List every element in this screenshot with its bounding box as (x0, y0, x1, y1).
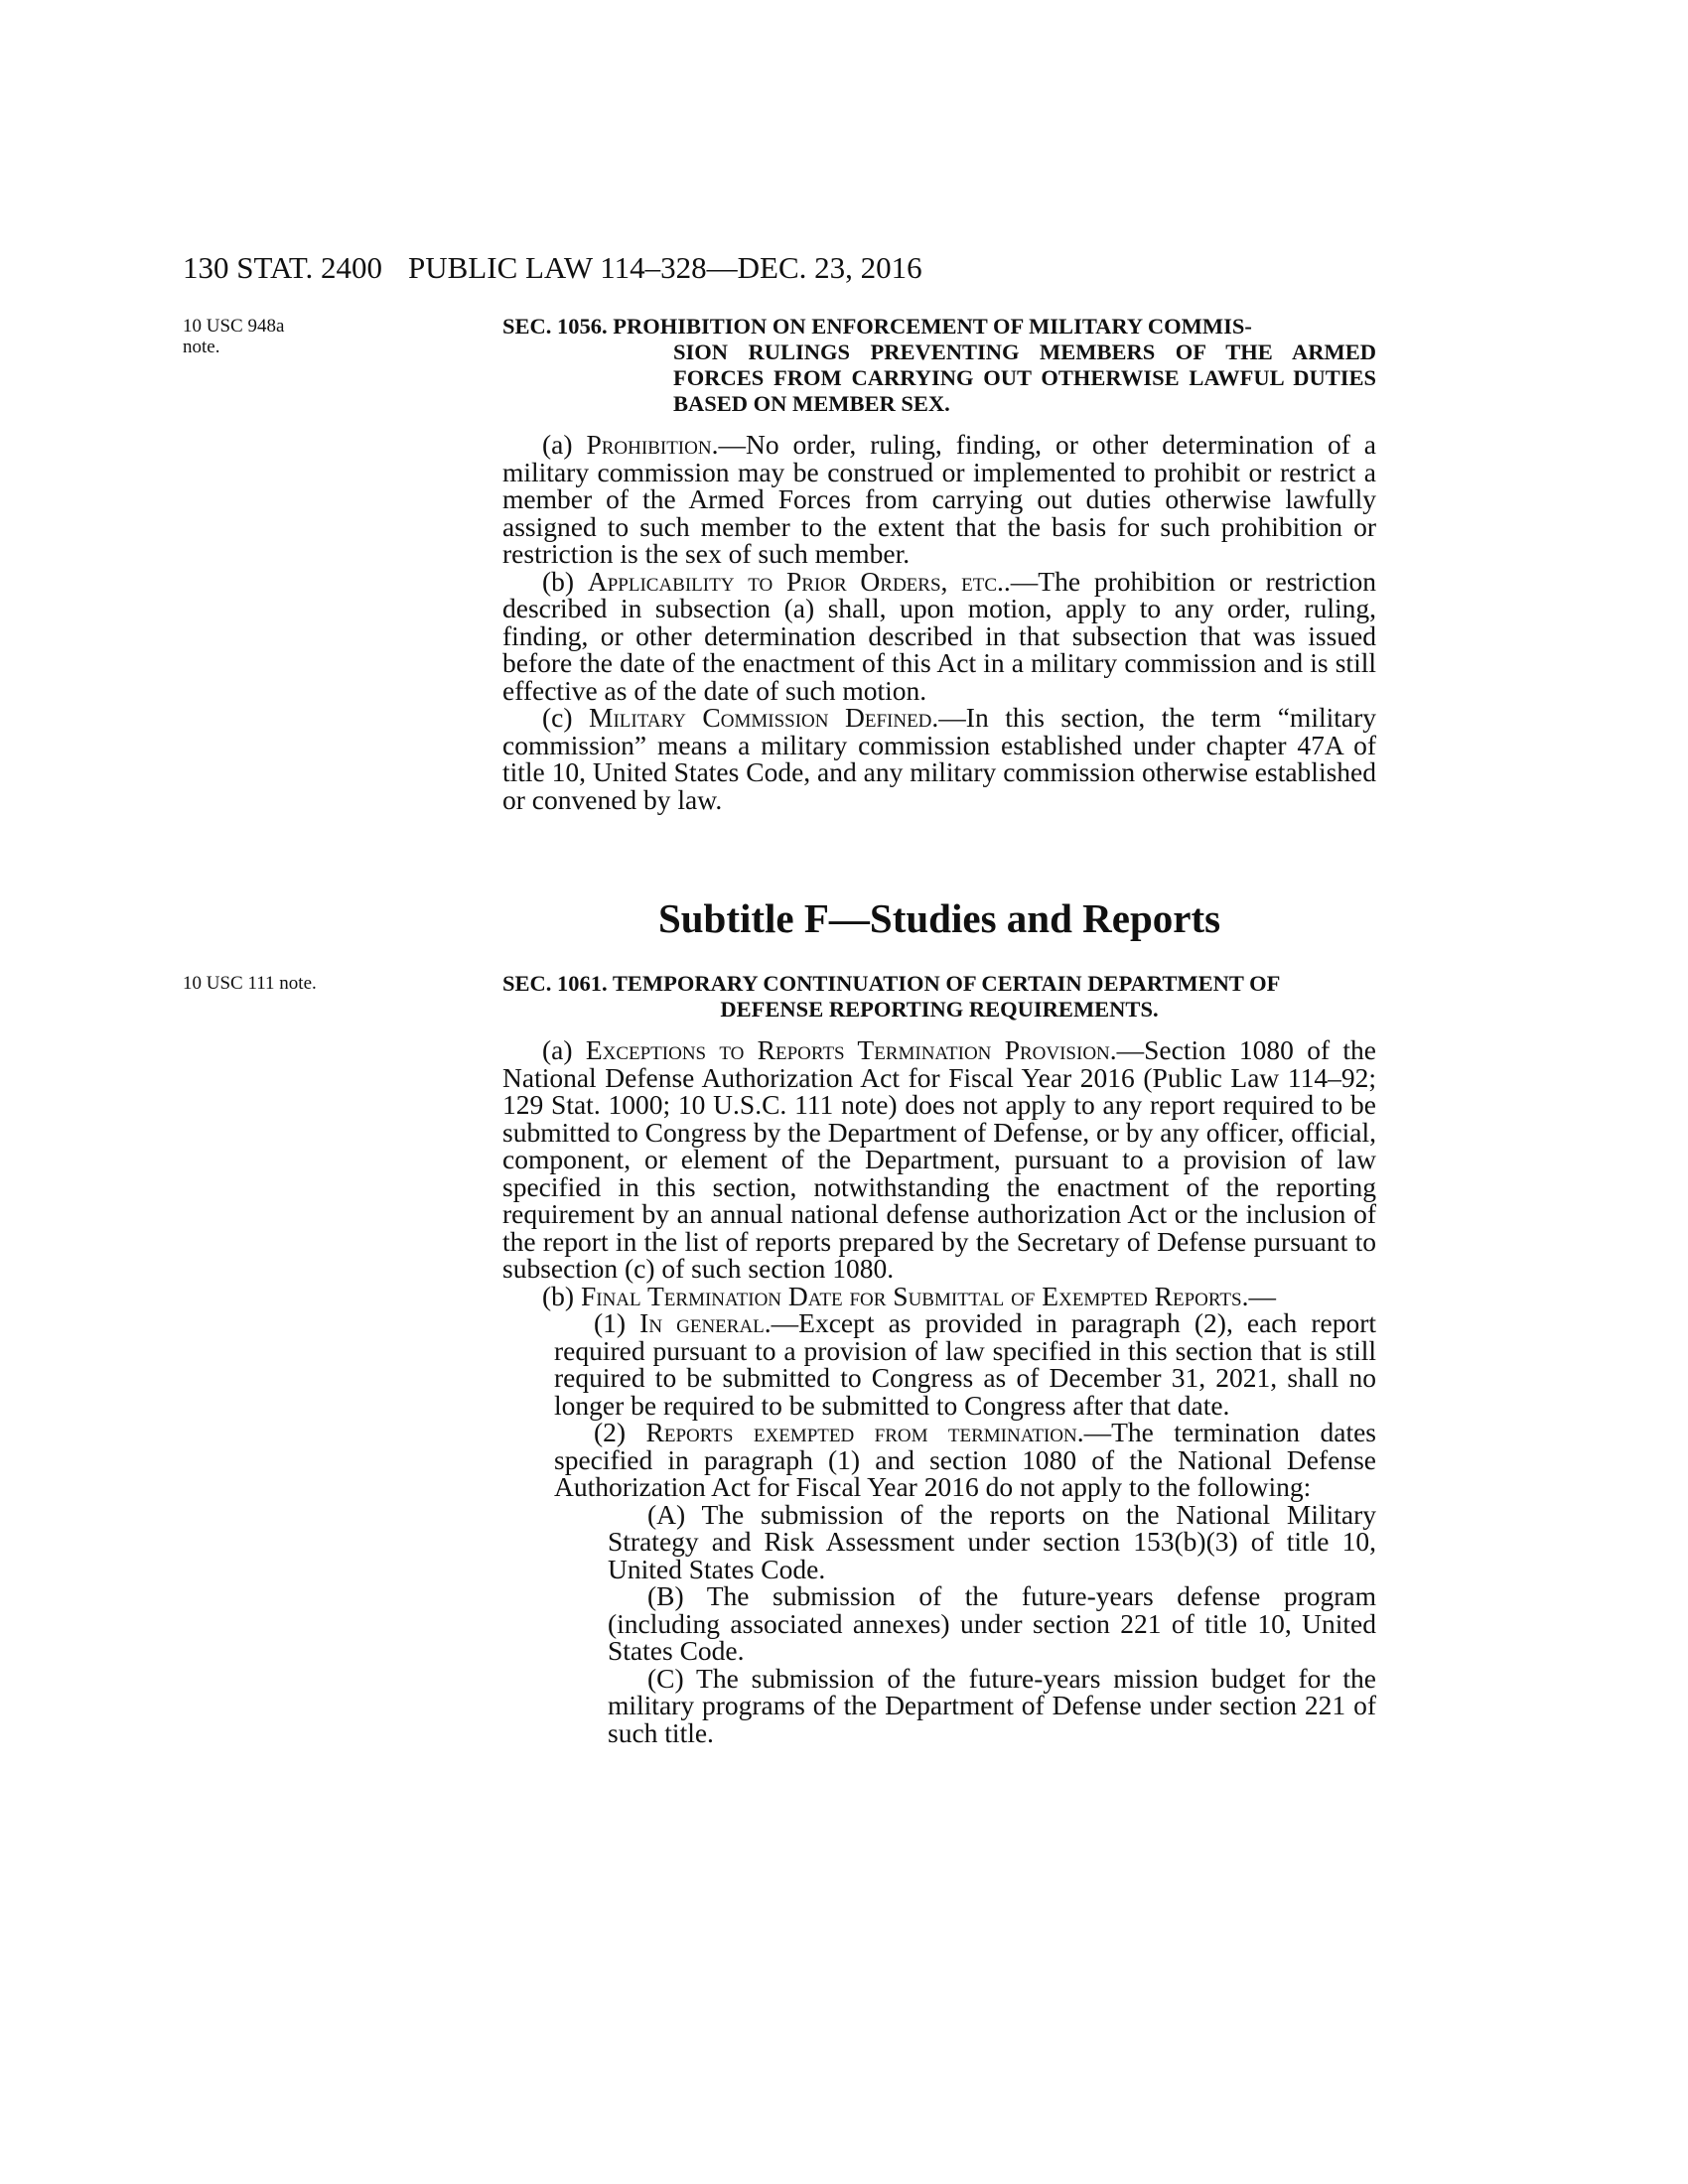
public-law-citation: PUBLIC LAW 114–328—DEC. 23, 2016 (408, 250, 922, 285)
subtitle-heading: Subtitle F—Studies and Reports (657, 895, 1221, 941)
section-1061 (502, 971, 1376, 1746)
sec-1061-subparagraph-C: (C) The submission of the future-years mission budget for the military programs of the Department of Defense under section 221 of such title. (608, 1662, 1376, 1748)
sec-1061-paragraph-1: (1) In general.—Except as provided in paragraph (2), each report required pursuant to a provision of law specified in this section that is still required to be submitted to Congress as of December 31, 2021, shall no longer be required to be submitted to Congress after that date. (554, 1307, 1376, 1421)
section-1061-heading (502, 971, 1376, 1023)
section-1061-title-line1: TEMPORARY CONTINUATION OF CERTAIN DEPARTMENT OF (612, 971, 1281, 996)
statute-page-number: 130 STAT. 2400 (183, 250, 383, 285)
sec-1061-subparagraphs (502, 1498, 1376, 1748)
section-1061-number: SEC. 1061. (502, 971, 608, 996)
margin-note-sec-1061: 10 USC 111 note. (183, 973, 317, 994)
sec-1061-paragraphs (502, 1309, 1376, 1501)
sec-1061-subparagraph-B: (B) The submission of the future-years defense program (including associated annexes) under section 221 of title 10, United States Code. (608, 1580, 1376, 1666)
sec-1056-subsection-c: (c) Military Commission Defined.—In this section, the term “military commission” means a military commission established under chapter 47A of title 10, United States Code, and any military commission otherwise established or convened by law. (502, 702, 1376, 815)
sec-1061-paragraph-2: (2) Reports exempted from termination.—The termination dates specified in paragraph (1) and section 1080 of the National Defense Authorization Act for Fiscal Year 2016 do not apply to the following: (554, 1417, 1376, 1502)
margin-note-sec-1056: 10 USC 948a note. (183, 316, 285, 357)
sec-1061-subparagraph-A: (A) The submission of the reports on the National Military Strategy and Risk Assessment under section 153(b)(3) of title 10, United States Code. (608, 1498, 1376, 1584)
sec-1056-subsection-b: (b) Applicability to Prior Orders, etc..—The prohibition or restriction described in subsection (a) shall, upon motion, apply to any order, ruling, finding, or other determination described in that subsection that was issued before the date of the enactment of this Act in a military commission and is still effective as of the date of such motion. (502, 565, 1376, 706)
page-header (183, 250, 1374, 290)
section-1056 (502, 314, 1376, 813)
sec-1061-subsection-b: (b) Final Termination Date for Submittal of Exempted Reports.— (542, 1280, 1276, 1311)
section-1056-title-rest: SION RULINGS PREVENTING MEMBERS OF THE ARMED FORCES FROM CARRYING OUT OTHERWISE LAWFUL DUTIES BASED ON MEMBER SEX. (673, 340, 1376, 416)
section-1061-title-rest: DEFENSE REPORTING REQUIREMENTS. (720, 997, 1159, 1022)
sec-1061-subsection-a: (a) Exceptions to Reports Termination Provision.—Section 1080 of the National Defense Authorization Act for Fiscal Year 2016 (Public Law 114–92; 129 Stat. 1000; 10 U.S.C. 111 note) does not apply to any report required to be submitted to Congress by the Department of Defense, or by any officer, official, component, or element of the Department, pursuant to a provision of law specified in this section, notwithstanding the enactment of the reporting requirement by an annual national defense authorization Act or the inclusion of the report in the list of reports prepared by the Secretary of Defense pursuant to subsection (c) of such section 1080. (502, 1034, 1376, 1284)
section-1056-number: SEC. 1056. (502, 314, 608, 339)
sec-1056-subsection-a: (a) Prohibition.—No order, ruling, finding, or other determination of a military commission may be construed or implemented to prohibit or restrict a member of the Armed Forces from carrying out duties otherwise lawfully assigned to such member to the extent that the basis for such prohibition or restriction is the sex of such member. (502, 429, 1376, 569)
section-1056-title-line1: PROHIBITION ON ENFORCEMENT OF MILITARY COMMIS- (613, 314, 1252, 339)
section-1056-heading (502, 314, 1376, 417)
